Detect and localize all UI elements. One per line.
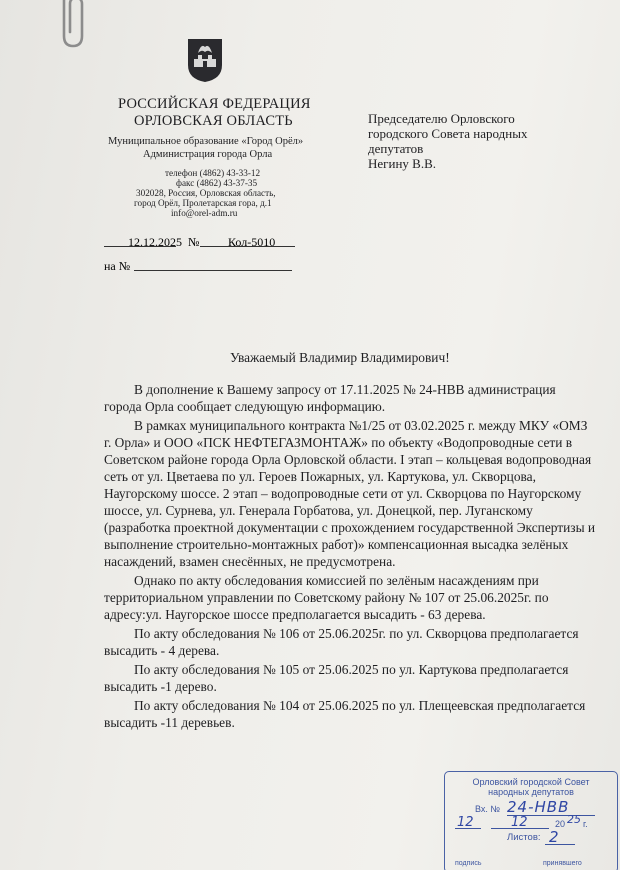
administration-text: Администрация города Орла	[143, 149, 273, 160]
stamp-bottom-right: принявшего	[543, 860, 582, 867]
stamp-year-prefix: 20	[555, 819, 566, 829]
stamp-in-label: Вх. №	[475, 804, 501, 814]
address-line2: город Орёл, Пролетарская гора, д.1	[134, 198, 272, 208]
stamp-in-number: 24-НВВ	[507, 798, 570, 816]
body-line: По акту обследования № 106 от 25.06.2025г. по ул. Скворцова предполагается	[134, 626, 579, 641]
body-line: высадить -1 дерево.	[104, 679, 217, 694]
body-line: По акту обследования № 104 от 25.06.2025 по ул. Плещеевская предполагается	[134, 698, 586, 713]
address-line1: 302028, Россия, Орловская область,	[136, 188, 276, 198]
body-line: высадить - 4 дерева.	[104, 643, 220, 658]
stamp-sheets-label: Листов:	[507, 832, 541, 843]
registration-stamp	[444, 771, 618, 870]
letter-date: 12.12.2025	[128, 235, 182, 249]
region-heading: ОРЛОВСКАЯ ОБЛАСТЬ	[134, 113, 293, 129]
body-line: выполнение строительно-монтажных работ)» компенсационная высадка зелёных	[104, 537, 569, 552]
stamp-org-line1: Орловский городской Совет	[472, 777, 590, 787]
body-line: города Орла сообщает следующую информацию.	[104, 399, 386, 414]
body-line: шоссе, ул. Сурнева, ул. Генерала Горбатова, ул. Донецкой, пер. Луганскому	[104, 503, 533, 518]
body-line: адресу:ул. Наугорское шоссе предполагается высадить - 63 дерева.	[104, 607, 486, 622]
stamp-month: 12	[511, 815, 528, 830]
body-line: В дополнение к Вашему запросу от 17.11.2025 № 24-НВВ администрация	[134, 382, 556, 397]
body-line: По акту обследования № 105 от 25.06.2025 по ул. Картукова предполагается	[134, 662, 569, 677]
salutation: Уважаемый Владимир Владимирович!	[230, 350, 450, 365]
body-line: (разработка проектной документации с прохождением государственной Экспертизы и	[104, 520, 596, 535]
fax-text: факс (4862) 43-37-35	[176, 178, 258, 188]
body-line: г. Орла» и ООО «ПСК НЕФТЕГАЗМОНТАЖ» по объекту «Водопроводные сети в	[104, 435, 573, 450]
stamp-sheets-value: 2	[549, 828, 559, 846]
country-heading: РОССИЙСКАЯ ФЕДЕРАЦИЯ	[118, 96, 311, 112]
addressee-line2: городского Совета народных	[368, 126, 528, 141]
stamp-year-tail: г.	[583, 819, 588, 829]
reply-to-label: на №	[104, 259, 131, 273]
body-line: Наугорскому шоссе. 2 этап – водопроводные сети от ул. Скворцова по Наугорскому	[104, 486, 582, 501]
municipality-text: Муниципальное образование «Город Орёл»	[108, 136, 304, 147]
stamp-bottom-left: подпись	[455, 860, 482, 867]
body-line: высадить -11 деревьев.	[104, 715, 235, 730]
paper-clip-icon	[58, 0, 88, 50]
addressee-line4: Негину В.В.	[368, 156, 436, 171]
addressee-line3: депутатов	[368, 141, 424, 156]
body-line: Однако по акту обследования комиссией по зелёным насаждениям при	[134, 573, 539, 588]
letter-number: Кол-5010	[228, 235, 276, 249]
body-line: сеть от ул. Цветаева по ул. Героев Пожарных, ул. Картукова, ул. Скворцова,	[104, 469, 536, 484]
stamp-day: 12	[457, 815, 474, 830]
stamp-org-line2: народных депутатов	[488, 787, 574, 797]
number-sign: №	[188, 235, 200, 249]
body-line: В рамках муниципального контракта №1/25 от 03.02.2025 г. между МКУ «ОМЗ	[134, 418, 588, 433]
city-coat-of-arms-icon	[186, 37, 224, 83]
body-line: Советском районе города Орла Орловской области. I этап – кольцевая водопроводная	[104, 452, 592, 467]
body-line: насаждений, взамен снесённых, не предусмотрена.	[104, 554, 396, 569]
body-line: территориальном управлении по Советскому району № 107 от 25.06.2025г. по	[104, 590, 549, 605]
stamp-year-suffix: 25	[567, 813, 581, 826]
email-text: info@orel-adm.ru	[171, 208, 238, 218]
phone-text: телефон (4862) 43-33-12	[165, 168, 261, 178]
addressee-line1: Председателю Орловского	[368, 111, 515, 126]
